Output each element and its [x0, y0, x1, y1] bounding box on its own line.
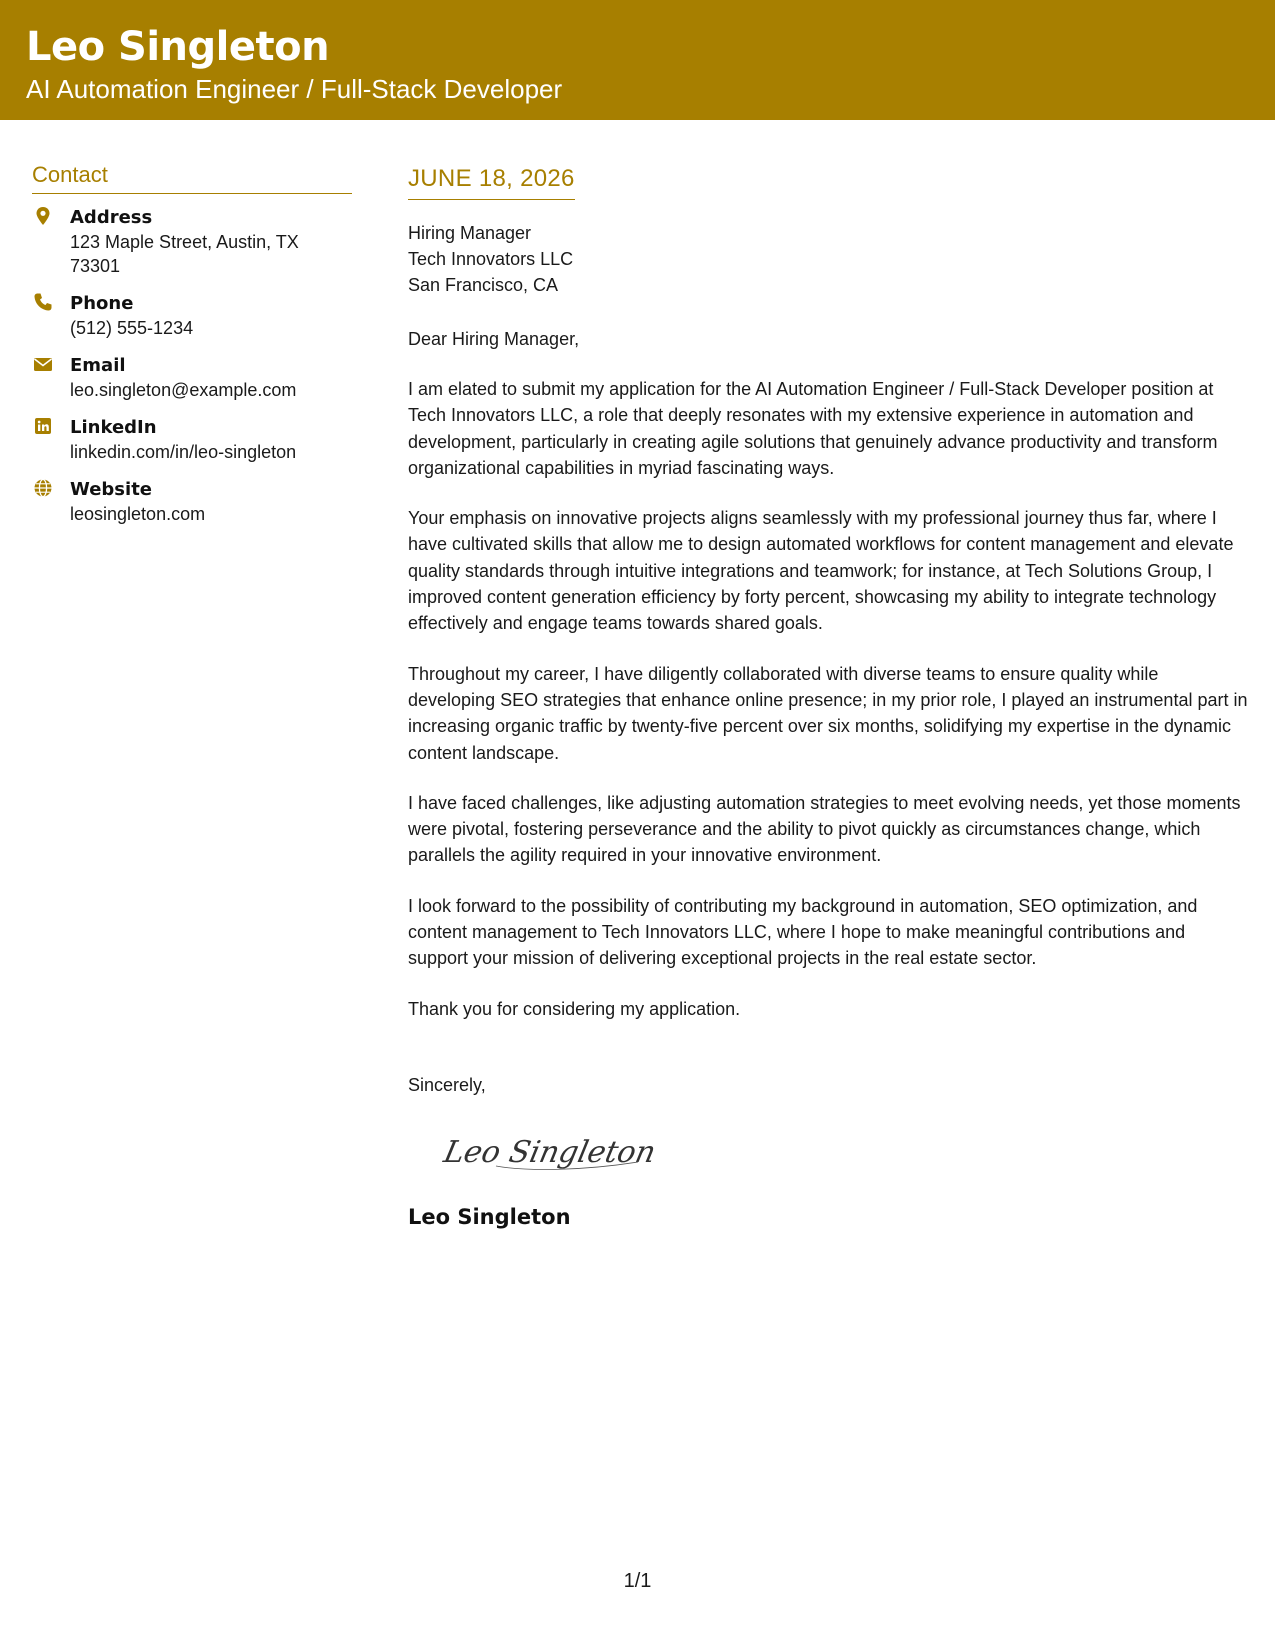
email-icon	[33, 354, 53, 374]
map-pin-icon	[33, 206, 53, 226]
recipient-title: Hiring Manager	[408, 223, 532, 243]
linkedin-label: LinkedIn	[70, 417, 157, 438]
address-value: 123 Maple Street, Austin, TX 73301	[70, 232, 299, 276]
contact-item-website	[32, 478, 352, 526]
phone-label: Phone	[70, 293, 134, 314]
phone-value: (512) 555-1234	[70, 318, 194, 338]
letter-date: JUNE 18, 2026	[408, 165, 575, 200]
paragraph-2: Your emphasis on innovative projects aligns seamlessly with my professional journey thus far, where I have cultivated skills that allow me to design automated workflows for content management and elevate quality standards through intuitive integrations and teamwork; for instance, at Tech Solutions Group, I improved content generation efficiency by forty percent, showcasing my ability to integrate technology effectively and engage teams towards shared goals.	[408, 508, 1234, 634]
paragraph-6: Thank you for considering my application.	[408, 998, 741, 1019]
address-label: Address	[70, 207, 153, 228]
linkedin-value[interactable]: linkedin.com/in/leo-singleton	[70, 442, 297, 462]
paragraph-3: Throughout my career, I have diligently collaborated with diverse teams to ensure quality while developing SEO strategies that enhance online presence; in my prior role, I played an instrumental part in increasing organic traffic by twenty-five percent over six months, solidifying my expertise in the dynamic content landscape.	[408, 663, 1248, 763]
applicant-name: Leo Singleton	[26, 24, 330, 70]
closing: Sincerely,	[408, 1074, 486, 1095]
salutation: Dear Hiring Manager,	[408, 329, 580, 349]
page-number: 1/1	[623, 1570, 652, 1592]
paragraph-5: I look forward to the possibility of contributing my background in automation, SEO optimization, and content management to Tech Innovators LLC, where I hope to make meaningful contributions and support your mission of delivering exceptional projects in the real estate sector.	[408, 895, 1198, 969]
paragraph-4: I have faced challenges, like adjusting automation strategies to meet evolving needs, yet those moments were pivotal, fostering perseverance and the ability to pivot quickly as circumstances change, which parallels the agility required in your innovative environment.	[408, 792, 1241, 866]
globe-icon	[33, 478, 53, 498]
email-label: Email	[70, 355, 126, 376]
contact-section-title: Contact	[32, 162, 352, 194]
contact-item-address	[32, 206, 352, 278]
contact-item-email	[32, 354, 352, 402]
contact-item-phone	[32, 292, 352, 340]
contact-item-linkedin	[32, 416, 352, 464]
signed-name: Leo Singleton	[408, 1204, 571, 1229]
paragraph-1: I am elated to submit my application for the AI Automation Engineer / Full-Stack Developer position at Tech Innovators LLC, a role that deeply resonates with my extensive experience in automation and development, particularly in creating agile solutions that genuinely advance productivity and transform organizational capabilities in myriad fascinating ways.	[408, 379, 1218, 478]
website-value[interactable]: leosingleton.com	[70, 504, 206, 524]
header-banner	[0, 0, 1275, 120]
applicant-role: AI Automation Engineer / Full-Stack Developer	[26, 74, 563, 104]
recipient-block	[408, 220, 1248, 298]
contact-sidebar	[32, 162, 352, 540]
website-label: Website	[70, 479, 153, 500]
email-value[interactable]: leo.singleton@example.com	[70, 380, 297, 400]
linkedin-icon	[33, 416, 53, 436]
letter-body	[408, 165, 1248, 1229]
phone-icon	[33, 292, 53, 312]
handwritten-signature	[438, 1126, 658, 1176]
signature-text: Leo Singleton	[440, 1135, 658, 1170]
recipient-location: San Francisco, CA	[408, 275, 559, 295]
recipient-company: Tech Innovators LLC	[408, 249, 574, 269]
